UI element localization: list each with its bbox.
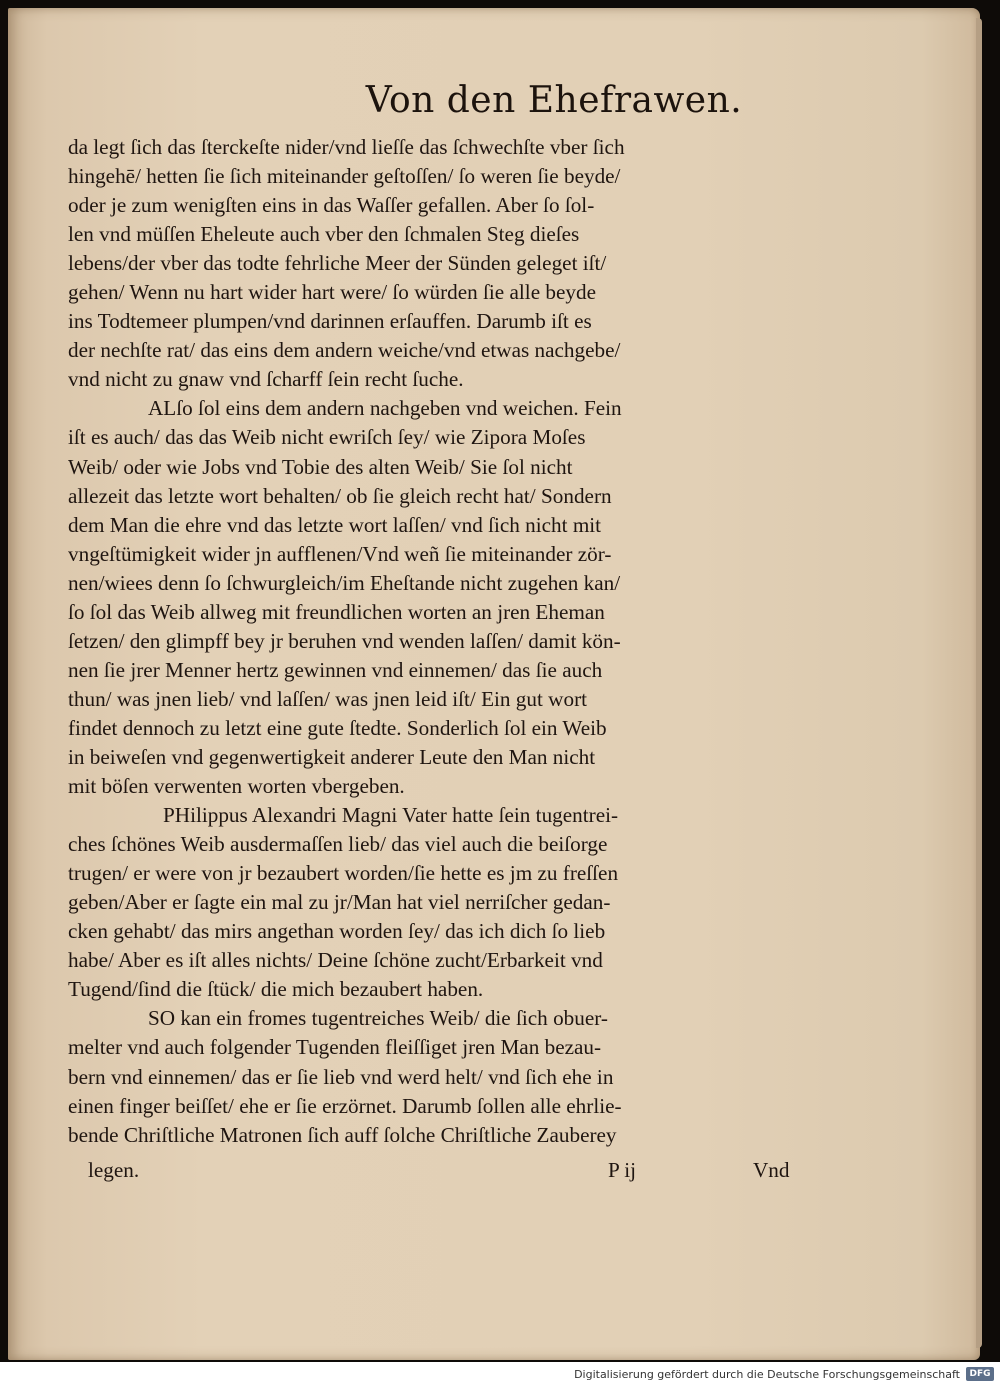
text-line: cken gehabt/ das mirs angethan worden ſey/ das ich dich ſo lieb (68, 919, 606, 944)
text-line: allezeit das letzte wort behalten/ ob ſie gleich recht hat/ Sondern (68, 483, 612, 508)
text-line: findet dennoch zu letzt eine gute ſtedte. Sonderlich ſol ein Weib (68, 715, 607, 740)
last-line (88, 1158, 828, 1183)
text-line: trugen/ er were von jr bezaubert worden/ſie hette es jm zu freſſen (68, 861, 619, 886)
text-line: gehen/ Wenn nu hart wider hart were/ ſo würden ſie alle beyde (68, 280, 596, 305)
text-line: len vnd müſſen Eheleute auch vber den ſchmalen Steg dieſes (68, 222, 580, 247)
text-line: Weib/ oder wie Jobs vnd Tobie des alten Weib/ Sie ſol nicht (68, 454, 573, 479)
footer-credit: Digitalisierung gefördert durch die Deutsche Forschungsgemeinschaft (574, 1368, 960, 1381)
last-line-text: legen. (88, 1158, 140, 1182)
text-line: ches ſchönes Weib ausdermaſſen lieb/ das viel auch die beiſorge (68, 832, 608, 857)
text-line: melter vnd auch folgender Tugenden fleiſſiget jren Man bezau- (68, 1035, 602, 1060)
book-page (8, 8, 980, 1360)
text-line: habe/ Aber es iſt alles nichts/ Deine ſchöne zucht/Erbarkeit vnd (68, 948, 603, 973)
text-line: ſo ſol das Weib allweg mit freundlichen worten an jren Eheman (68, 599, 605, 624)
signature-mark: P ij (608, 1158, 637, 1182)
text-line: thun/ was jnen lieb/ vnd laſſen/ was jnen leid iſt/ Ein gut wort (68, 686, 588, 711)
text-line: ſetzen/ den glimpff bey jr beruhen vnd wenden laſſen/ damit kön- (68, 628, 621, 653)
text-line: iſt es auch/ das das Weib nicht ewriſch ſey/ wie Zipora Moſes (68, 425, 586, 450)
text-line: nen ſie jrer Menner hertz gewinnen vnd einnemen/ das ſie auch (68, 657, 603, 682)
text-line: oder je zum wenigſten eins in das Waſſer gefallen. Aber ſo ſol- (68, 193, 595, 218)
text-line: SO kan ein fromes tugentreiches Weib/ die ſich obuer- (148, 1006, 608, 1031)
text-line: nen/wiees denn ſo ſchwurgleich/im Eheſtande nicht zugehen kan/ (68, 570, 621, 595)
text-line: vnd nicht zu gnaw vnd ſcharff ſein recht ſuche. (68, 367, 464, 392)
text-line: PHilippus Alexandri Magni Vater hatte ſein tugentrei- (163, 803, 619, 828)
text-line: da legt ſich das ſterckeſte nider/vnd lieſſe das ſchwechſte vber ſich (68, 135, 625, 159)
text-line: Tugend/ſind die ſtück/ die mich bezaubert haben. (68, 977, 484, 1002)
text-line: in beiweſen vnd gegenwertigkeit anderer Leute den Man nicht (68, 744, 596, 769)
text-line: dem Man die ehre vnd das letzte wort laſſen/ vnd ſich nicht mit (68, 512, 602, 537)
text-line: ALſo ſol eins dem andern nachgeben vnd weichen. Fein (148, 396, 622, 421)
running-head: Von den Ehefrawen. (365, 80, 743, 121)
text-line: bern vnd einnemen/ das er ſie lieb vnd werd helt/ vnd ſich ehe in (68, 1064, 614, 1089)
text-line: einen finger beiſſet/ ehe er ſie erzörnet. Darumb ſollen alle ehrlie- (68, 1093, 622, 1118)
text-line: geben/Aber er ſagte ein mal zu jr/Man hat viel nerriſcher gedan- (68, 890, 611, 915)
dfg-logo-icon: DFG (966, 1367, 994, 1381)
text-line: mit böſen verwenten worten vbergeben. (68, 774, 405, 799)
catchword: Vnd (753, 1158, 790, 1182)
text-line: hingehē/ hetten ſie ſich miteinander geſtoſſen/ ſo weren ſie beyde/ (68, 164, 621, 189)
text-line: bende Chriſtliche Matronen ſich auff ſolche Chriſtliche Zauberey (68, 1122, 617, 1147)
footer-bar (0, 1362, 1000, 1387)
text-line: ins Todtemeer plumpen/vnd darinnen erſauffen. Darumb iſt es (68, 309, 592, 334)
text-line: vngeſtümigkeit wider jn aufflenen/Vnd weñ ſie miteinander zör- (68, 541, 612, 566)
body-text (68, 133, 808, 1150)
text-line: der nechſte rat/ das eins dem andern weiche/vnd etwas nachgebe/ (68, 338, 621, 363)
text-line: lebens/der vber das todte fehrliche Meer der Sünden geleget iſt/ (68, 251, 607, 276)
